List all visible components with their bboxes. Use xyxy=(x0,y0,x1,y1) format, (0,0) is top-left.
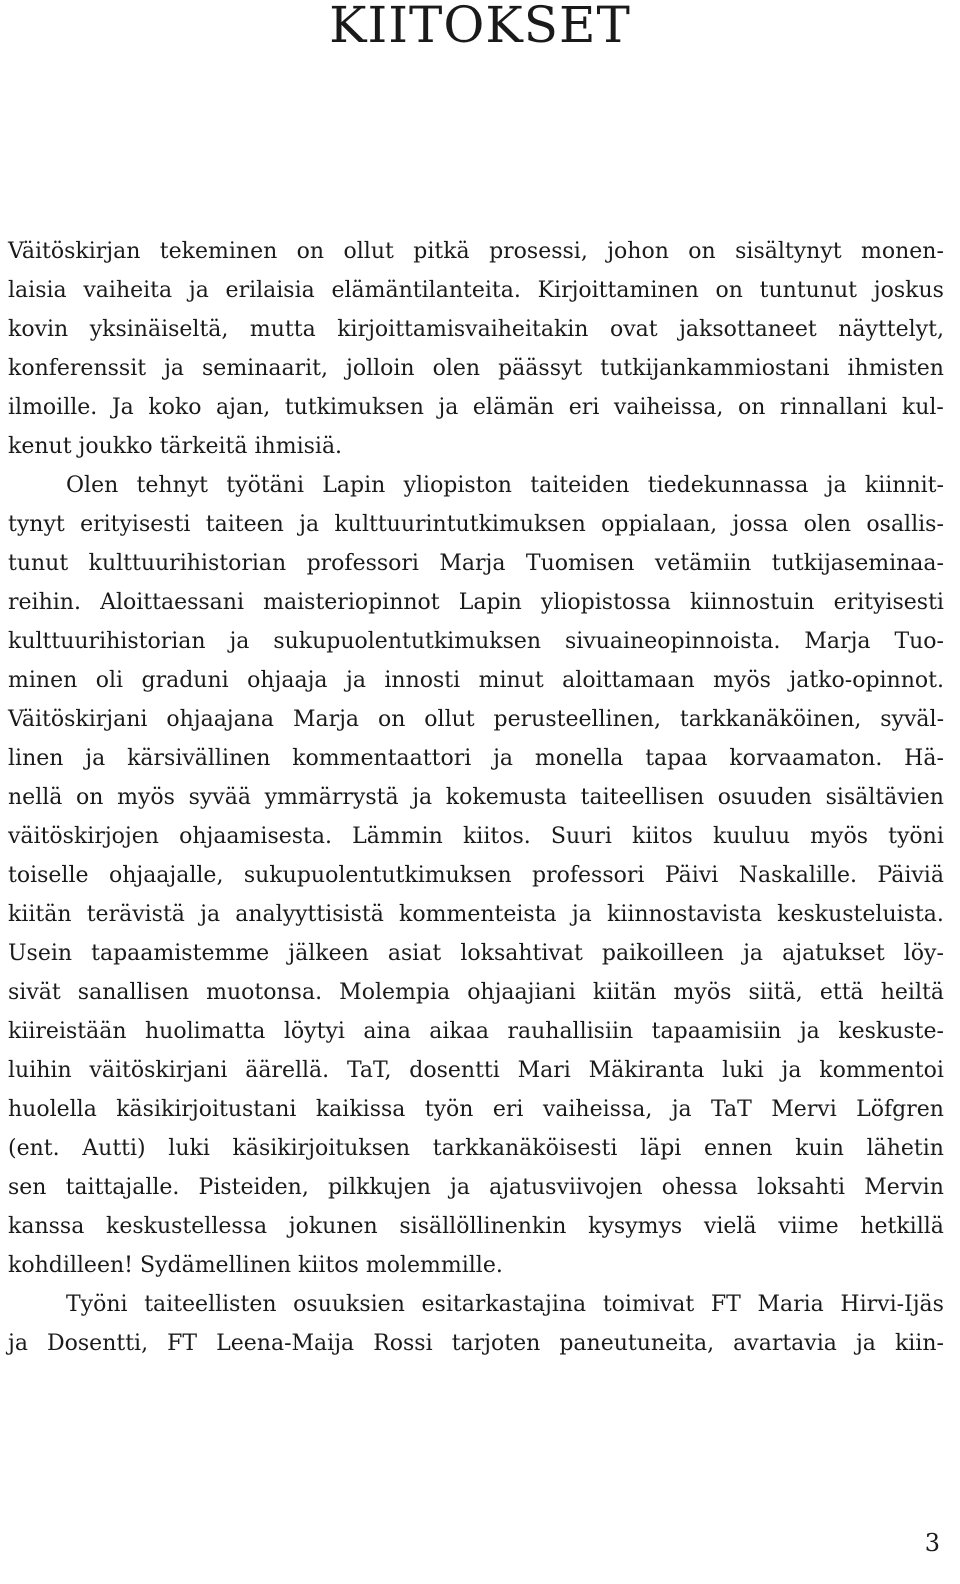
text-line: toiselle ohjaajalle, sukupuolentutkimuksen professori Päivi Naskalille. Päiviä xyxy=(8,863,944,888)
text-line: Usein tapaamistemme jälkeen asiat loksahtivat paikoilleen ja ajatukset löy- xyxy=(8,941,944,966)
text-line: laisia vaiheita ja erilaisia elämäntilanteita. Kirjoittaminen on tuntunut joskus xyxy=(8,278,944,303)
text-line: väitöskirjojen ohjaamisesta. Lämmin kiitos. Suuri kiitos kuuluu myös työni xyxy=(8,824,944,849)
text-line: kiireistään huolimatta löytyi aina aikaa rauhallisiin tapaamisiin ja keskuste- xyxy=(8,1019,944,1044)
text-line: ilmoille. Ja koko ajan, tutkimuksen ja elämän eri vaiheissa, on rinnallani kul- xyxy=(8,395,944,420)
text-line: ja Dosentti, FT Leena-Maija Rossi tarjoten paneutuneita, avartavia ja kiin- xyxy=(8,1331,944,1356)
text-line: luihin väitöskirjani äärellä. TaT, dosentti Mari Mäkiranta luki ja kommentoi xyxy=(8,1058,944,1083)
text-line: Työni taiteellisten osuuksien esitarkastajina toimivat FT Maria Hirvi-Ijäs xyxy=(66,1292,944,1317)
text-line: tunut kulttuurihistorian professori Marja Tuomisen vetämiin tutkijaseminaa- xyxy=(8,551,944,576)
text-line: reihin. Aloittaessani maisteriopinnot Lapin yliopistossa kiinnostuin erityisesti xyxy=(8,590,944,615)
page-number: 3 xyxy=(924,1529,940,1557)
text-line: kenut joukko tärkeitä ihmisiä. xyxy=(8,434,343,459)
text-line: Olen tehnyt työtäni Lapin yliopiston taiteiden tiedekunnassa ja kiinnit- xyxy=(66,473,944,498)
text-line: tynyt erityisesti taiteen ja kulttuurintutkimuksen oppialaan, jossa olen osallis- xyxy=(8,512,944,537)
text-line: kovin yksinäiseltä, mutta kirjoittamisvaiheitakin ovat jaksottaneet näyttelyt, xyxy=(8,317,944,342)
text-line: kulttuurihistorian ja sukupuolentutkimuksen sivuaineopinnoista. Marja Tuo- xyxy=(8,629,944,654)
text-line: kiitän terävistä ja analyyttisistä kommenteista ja kiinnostavista keskusteluista. xyxy=(8,902,944,927)
text-line: Väitöskirjan tekeminen on ollut pitkä prosessi, johon on sisältynyt monen- xyxy=(8,239,944,264)
text-line: kanssa keskustellessa jokunen sisällöllinenkin kysymys vielä viime hetkillä xyxy=(8,1214,944,1239)
text-line: linen ja kärsivällinen kommentaattori ja monella tapaa korvaamaton. Hä- xyxy=(8,746,944,771)
text-line: sen taittajalle. Pisteiden, pilkkujen ja ajatusviivojen ohessa loksahti Mervin xyxy=(8,1175,944,1200)
text-line: huolella käsikirjoitustani kaikissa työn eri vaiheissa, ja TaT Mervi Löfgren xyxy=(8,1097,944,1122)
text-line: konferenssit ja seminaarit, jolloin olen päässyt tutkijankammiostani ihmisten xyxy=(8,356,944,381)
text-line: (ent. Autti) luki käsikirjoituksen tarkkanäköisesti läpi ennen kuin lähetin xyxy=(8,1136,944,1161)
text-line: sivät sanallisen muotonsa. Molempia ohjaajiani kiitän myös siitä, että heiltä xyxy=(8,980,944,1005)
text-line: kohdilleen! Sydämellinen kiitos molemmille. xyxy=(8,1253,503,1278)
text-line: Väitöskirjani ohjaajana Marja on ollut perusteellinen, tarkkanäköinen, syväl- xyxy=(8,707,944,732)
page-title: KIITOKSET xyxy=(329,0,631,54)
text-line: nellä on myös syvää ymmärrystä ja kokemusta taiteellisen osuuden sisältävien xyxy=(8,785,944,810)
body-text xyxy=(8,232,944,1363)
text-line: minen oli graduni ohjaaja ja innosti minut aloittamaan myös jatko-opinnot. xyxy=(8,668,944,693)
